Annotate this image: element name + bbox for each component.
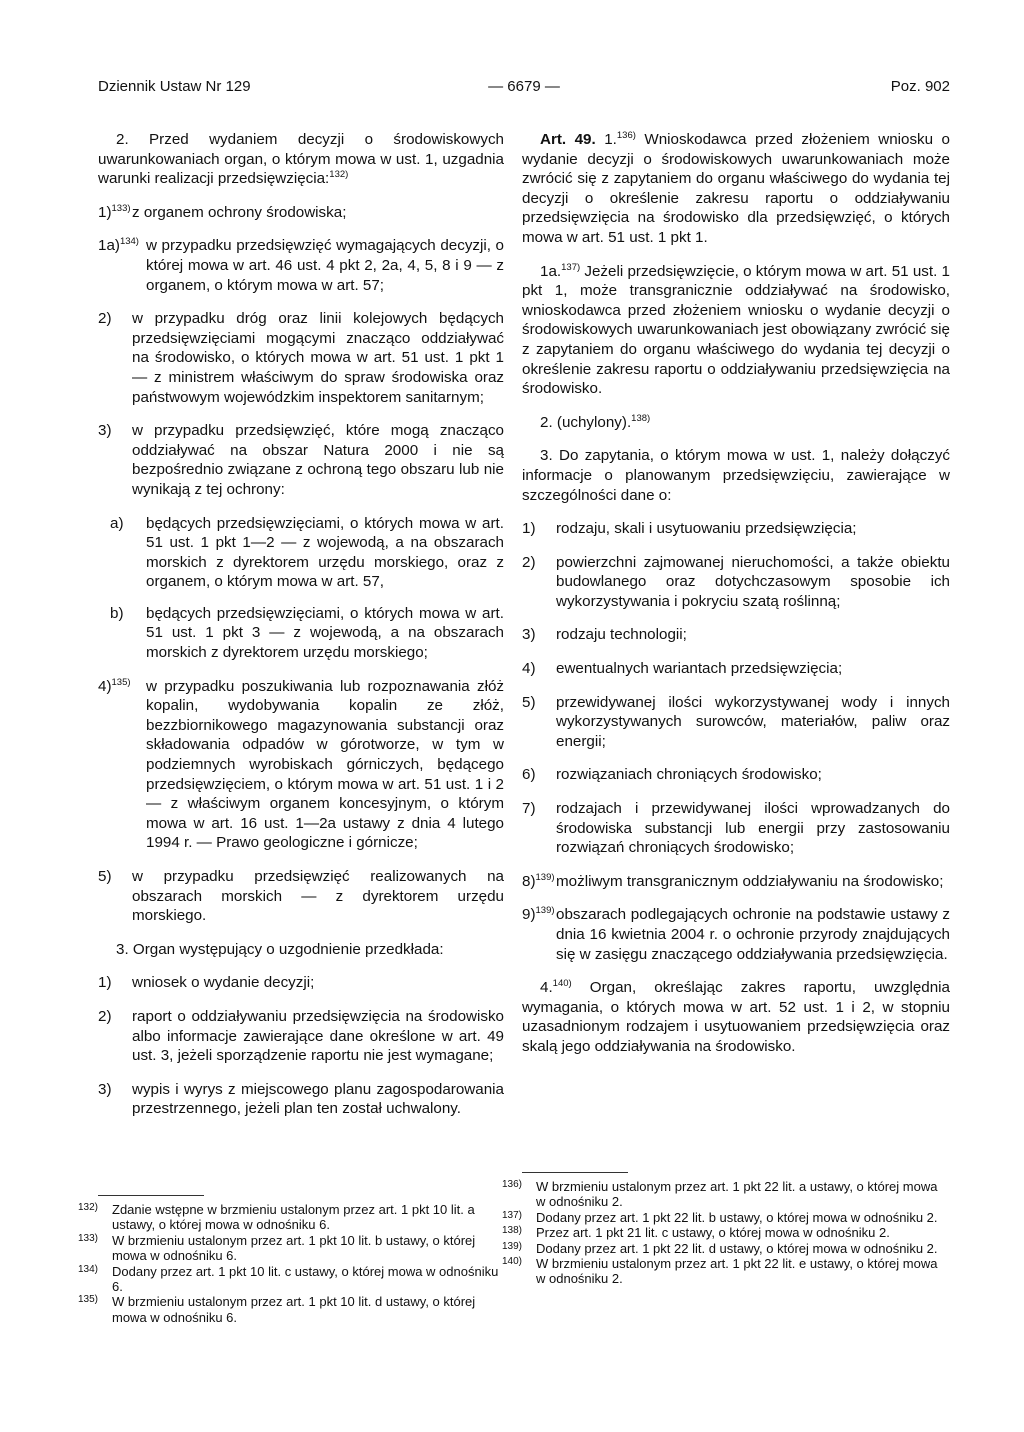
item-text: w przypadku poszukiwania lub rozpoznawania złóż kopalin, wydobywania kopalin ze złóż, bezzbiornikowego magazynowania substancji oraz składowania odpadów w górotworze, w tym w podziemnych wyrobiskach górniczych, będącego przedsięwzięciem, o którym mowa w art. 51 ust. 1 i 2 — z właściwym organem koncesyjnym, o którym mowa w art. 16 ust. 1—2a ustawy z dnia 4 lutego 1994 r. — Prawo geologiczne i górnicze; [146,677,504,852]
footnote [502,1179,950,1210]
footnote-number: 132) [78,1202,99,1213]
footnote-number: 134) [78,1263,99,1275]
item-number: 7) [522,800,536,818]
list-item [522,625,950,645]
footnote-number: 140) [502,1256,523,1268]
item-number: 9)$^{139)}$ [522,905,555,924]
footnote-number: 137) [502,1209,523,1221]
footnote [78,1264,504,1295]
paragraph-2 [98,130,504,189]
footnote-text: W brzmieniu ustalonym przez art. 1 pkt 22 lit. a ustawy, o której mowa w odnośniku 2. [536,1179,938,1210]
journal-title: Dziennik Ustaw Nr 129 [98,78,251,95]
paragraph-4 [522,978,950,1056]
list-item [98,309,504,407]
list-item [98,421,504,499]
paragraph-1a [522,262,950,399]
item-text: rodzaju technologii; [556,626,687,644]
paragraph-3: 3. Do zapytania, o którym mowa w ust. 1, należy dołączyć informacje o planowanym przedsięwzięciu, zawierające w szczególności dane o: [522,447,950,504]
page-number: — 6679 — [488,78,560,95]
footnote-text: Zdanie wstępne w brzmieniu ustalonym przez art. 1 pkt 10 lit. a ustawy, o której mowa w odnośniku 6. [112,1202,475,1233]
item-text: możliwym transgranicznym oddziaływaniu na środowisko; [556,872,944,890]
footnote-ref: 140) [552,978,572,990]
paragraph-text: 2. (uchylony). [540,413,632,431]
item-text: rozwiązaniach chroniących środowisko; [556,766,822,784]
list-item [98,203,504,223]
footnote-text: Dodany przez art. 1 pkt 10 lit. c ustawy, o której mowa w odnośniku 6. [112,1263,499,1295]
article-49 [522,130,950,248]
list-item [522,659,950,679]
footnote-number: 136) [502,1179,523,1190]
article-label: Art. 49. [540,131,596,148]
footnote-text: W brzmieniu ustalonym przez art. 1 pkt 10 lit. d ustawy, o której mowa w odnośniku 6. [112,1294,476,1325]
item-text: w przypadku dróg oraz linii kolejowych będących przedsięwzięciami mogącymi znacząco oddziaływać na środowisko, o których mowa w art. 51 ust. 1 pkt 1 — z ministrem właściwym do spraw środowiska oraz państwowym wojewódzkim inspektorem sanitarnym; [132,310,504,406]
paragraph-2-repealed [522,413,950,433]
footnote-ref: 136) [616,129,636,141]
footnote-number: 138) [502,1225,523,1237]
sub-item-text: będących przedsięwzięciami, o których mowa w art. 51 ust. 1 pkt 1—2 — z wojewodą, a na obszarach morskich z dyrektorem urzędu morskiego, oraz z organem, o którym mowa w art. 57, [146,514,504,591]
list-item [522,519,950,539]
footnote-text: W brzmieniu ustalonym przez art. 1 pkt 22 lit. e ustawy, o której mowa w odnośniku 2. [536,1256,938,1287]
paragraph-text: Wnioskodawca przed złożeniem wniosku o wydanie decyzji o środowiskowych uwarunkowaniach może zwrócić się z zapytaniem do organu właściwego do wydania tej decyzji o określenie zakresu raportu o oddziaływaniu przedsięwzięcia na środowisko dla przedsięwzięć, o których mowa w art. 51 ust. 1 pkt 1. [522,131,950,246]
item-number: 2) [98,310,112,328]
item-number: 5) [522,693,536,711]
sub-item-letter: a) [110,514,124,532]
sub-item [110,514,504,592]
sub-item-letter: b) [110,604,124,622]
list-item [522,872,950,892]
list-item [98,677,504,853]
page-header [98,78,950,102]
footnote [78,1202,504,1233]
item-text: powierzchni zajmowanej nieruchomości, a także obiektu budowlanego oraz dotychczasowym sposobie ich wykorzystywania i pokryciu szatą roślinną; [556,553,950,610]
footnote-text: Dodany przez art. 1 pkt 22 lit. b ustawy, o której mowa w odnośniku 2. [536,1209,938,1225]
paragraph-number: 1. [604,131,617,148]
list-item [98,1080,504,1119]
left-footnotes [78,1195,504,1325]
footnote-ref: 138) [631,412,651,424]
left-column [98,130,504,1133]
item-text: raport o oddziaływaniu przedsięwzięcia na środowisko albo informacje zawierające dane określone w art. 49 ust. 3, jeżeli sporządzenie raportu nie jest wymagane; [132,1007,504,1065]
item-number: 4)$^{135)}$ [98,676,131,695]
right-footnotes [502,1172,950,1287]
item-text: wniosek o wydanie decyzji; [132,974,315,992]
footnote [78,1233,504,1264]
footnote [502,1256,950,1287]
item-text: rodzaju, skali i usytuowaniu przedsięwzięcia; [556,520,857,538]
item-text: w przypadku przedsięwzięć, które mogą znacząco oddziaływać na obszar Natura 2000 i nie są bezpośrednio związane z ochroną tego obszaru lub nie wynikają z tej ochrony: [132,422,504,498]
item-text: z organem ochrony środowiska; [132,203,347,221]
list-item [98,236,504,295]
list-item [522,799,950,858]
paragraph-text: Organ, określając zakres raportu, uwzględnia wymagania, o których mowa w art. 52 ust. 1 i 2, w stopniu uzasadnionym rodzajem i usytuowaniem przedsięwzięcia oraz skalą jego oddziaływania na środowisko. [522,979,950,1055]
item-number: 3) [98,1080,112,1098]
item-number: 3) [98,422,112,440]
item-text: przewidywanej ilości wykorzystywanej wody i innych wykorzystywanych surowców, materiałów, paliw oraz energii; [556,693,950,750]
list-item [98,973,504,993]
list-item [98,867,504,926]
item-number: 6) [522,766,536,784]
list-item [98,1007,504,1066]
item-number: 1)$^{133)}$ [98,202,131,221]
footnote-text: Dodany przez art. 1 pkt 22 lit. d ustawy, o której mowa w odnośniku 2. [536,1240,938,1256]
list-item [522,693,950,752]
sub-item [110,604,504,663]
item-text: obszarach podlegających ochronie na podstawie ustawy z dnia 16 kwietnia 2004 r. o ochronie przyrody znajdujących się w zasięgu znaczącego oddziaływania przedsięwzięcia. [556,906,950,963]
footnote-text: Przez art. 1 pkt 21 lit. c ustawy, o której mowa w odnośniku 2. [536,1225,890,1241]
footnote-number: 133) [78,1232,99,1244]
sub-item-text: będących przedsięwzięciami, o których mowa w art. 51 ust. 1 pkt 3 — z wojewodą, a na obszarach morskich z dyrektorem urzędu morskiego; [146,604,504,662]
footnote-rule [98,1195,204,1196]
item-number: 1) [98,974,112,992]
paragraph-text: 2. Przed wydaniem decyzji o środowiskowych uwarunkowaniach organ, o którym mowa w ust. 1, uzgadnia warunki realizacji przedsięwzięcia: [98,131,504,188]
paragraph-number: 1a. [540,262,562,280]
item-number: 1) [522,520,536,538]
item-number: 4) [522,660,536,678]
footnote [502,1210,950,1225]
footnote-ref: 132) [329,169,349,181]
list-item [522,765,950,785]
item-number: 8)$^{139)}$ [522,871,555,890]
paragraph-number: 4. [540,979,553,997]
right-column [522,130,950,1071]
footnote-number: 135) [78,1294,99,1306]
list-item [522,553,950,612]
item-number: 3) [522,626,536,644]
paragraph-text: Jeżeli przedsięwzięcie, o którym mowa w art. 51 ust. 1 pkt 1, może transgranicznie oddziaływać na środowisko, wnioskodawca przed złożeniem wniosku o wydanie decyzji o środowiskowych uwarunkowaniach jest obowiązany zwrócić się z zapytaniem do organu właściwego do wydania tej decyzji o określenie zakresu raportu o oddziaływaniu przedsięwzięcia na środowisko. [522,262,950,398]
item-text: w przypadku przedsięwzięć wymagających decyzji, o której mowa w art. 46 ust. 4 pkt 2, 2a, 4, 5, 8 i 9 — z organem, o którym mowa w art. 57; [146,237,504,294]
item-text: wypis i wyrys z miejscowego planu zagospodarowania przestrzennego, jeżeli plan ten został uchwalony. [132,1080,504,1118]
footnote [502,1225,950,1240]
item-number: 2) [522,553,536,571]
list-item [522,905,950,964]
footnote [78,1294,504,1325]
position-number: Poz. 902 [890,78,950,95]
item-text: w przypadku przedsięwzięć realizowanych na obszarach morskich — z dyrektorem urzędu morskiego. [132,868,504,925]
footnote-rule [522,1172,628,1173]
item-text: ewentualnych wariantach przedsięwzięcia; [556,660,843,678]
footnote [502,1241,950,1256]
item-number: 2) [98,1007,112,1025]
footnote-number: 139) [502,1240,523,1252]
paragraph-3: 3. Organ występujący o uzgodnienie przedkłada: [116,940,444,958]
item-number: 1a)$^{134)}$ [98,236,139,255]
item-number: 5) [98,868,112,885]
footnote-text: W brzmieniu ustalonym przez art. 1 pkt 10 lit. b ustawy, o której mowa w odnośniku 6. [112,1232,476,1264]
footnote-ref: 137) [561,261,581,273]
item-text: rodzajach i przewidywanej ilości wprowadzanych do środowiska substancji lub energii przy zastosowaniu rozwiązań chroniących środowisko; [556,800,950,857]
